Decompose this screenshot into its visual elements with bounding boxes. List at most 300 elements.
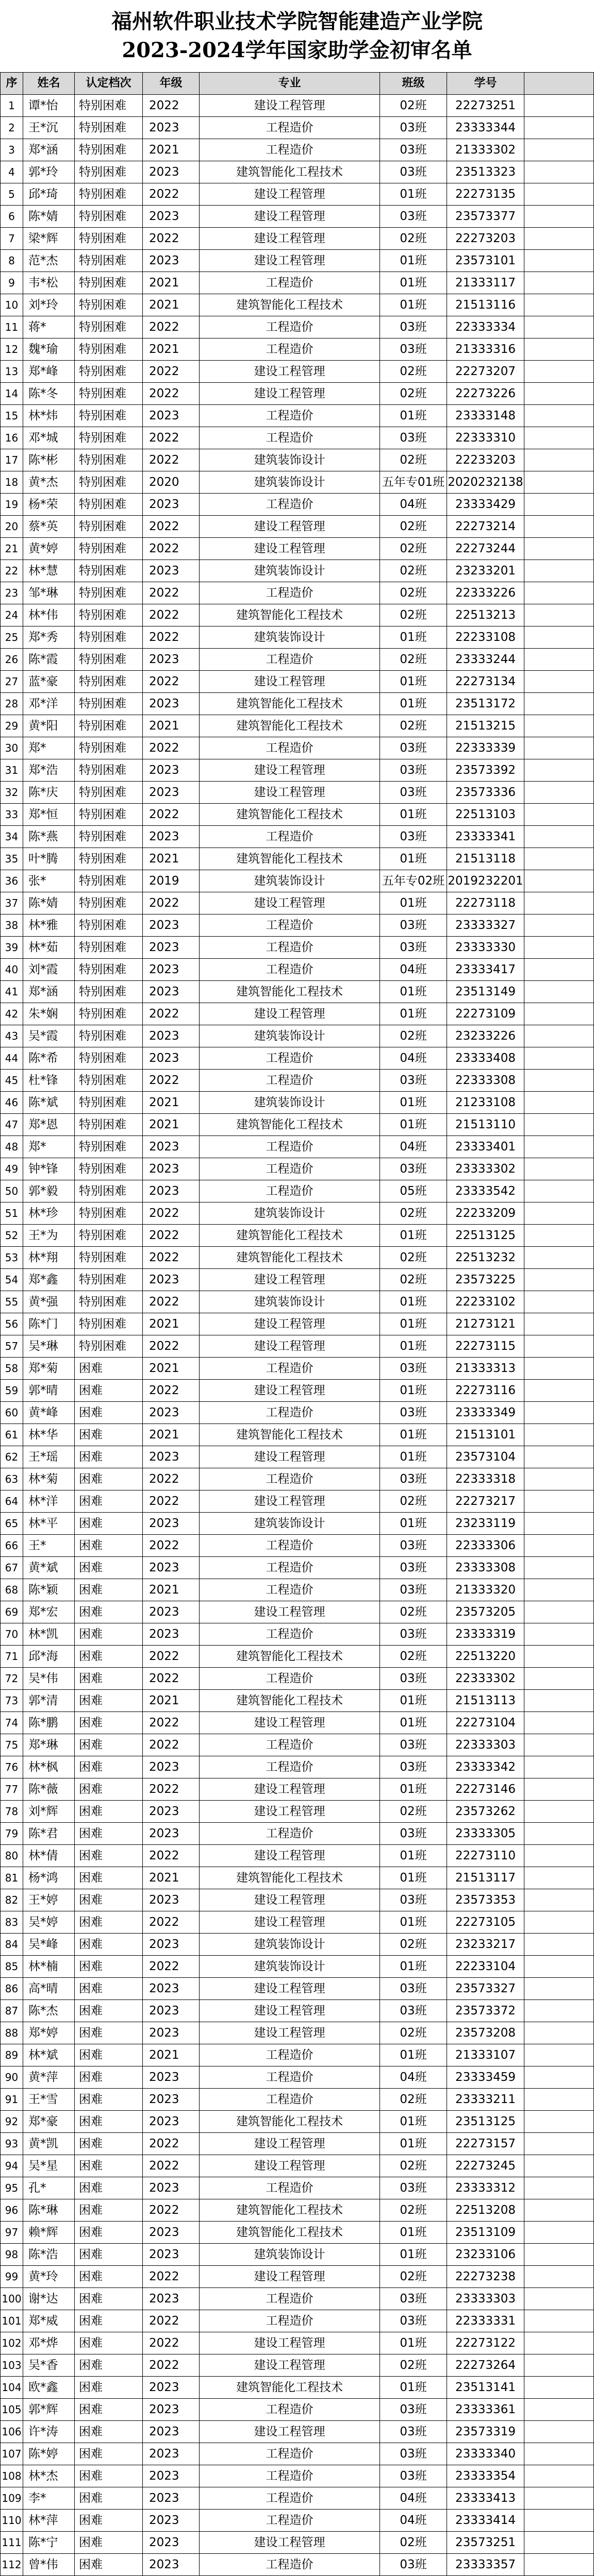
cell-student-id: 22273135: [447, 183, 524, 206]
cell-student-id: 23333417: [447, 959, 524, 981]
cell-major: 工程造价: [200, 272, 380, 294]
table-row: [1, 1158, 594, 1180]
cell-major: 建设工程管理: [200, 2421, 380, 2443]
cell-student-id: 21333320: [447, 1579, 524, 1601]
cell-major: 工程造价: [200, 1158, 380, 1180]
cell-grade: 2022: [143, 2199, 200, 2222]
cell-major: 建设工程管理: [200, 1978, 380, 2000]
cell-note: [524, 2266, 594, 2288]
cell-seq: 27: [1, 671, 23, 693]
cell-note: [524, 737, 594, 759]
cell-level: 特别困难: [75, 538, 143, 560]
cell-name: 杜*锋: [23, 1070, 75, 1092]
cell-grade: 2021: [143, 338, 200, 361]
cell-grade: 2023: [143, 2487, 200, 2510]
cell-name: 吴*伟: [23, 1668, 75, 1690]
cell-seq: 38: [1, 914, 23, 937]
table-row: [1, 1956, 594, 1978]
cell-name: 陈*颖: [23, 1579, 75, 1601]
cell-seq: 83: [1, 1911, 23, 1934]
table-row: [1, 1358, 594, 1380]
cell-level: 特别困难: [75, 228, 143, 250]
cell-class: 01班: [380, 1513, 447, 1535]
table-row: [1, 1845, 594, 1867]
table-row: [1, 2399, 594, 2421]
cell-major: 建设工程管理: [200, 671, 380, 693]
header-name: 姓名: [23, 73, 75, 95]
table-row: [1, 759, 594, 782]
table-row: [1, 1070, 594, 1092]
cell-note: [524, 1601, 594, 1623]
cell-major: 建设工程管理: [200, 538, 380, 560]
cell-level: 特别困难: [75, 981, 143, 1003]
cell-major: 建筑智能化工程技术: [200, 1225, 380, 1247]
cell-major: 工程造价: [200, 405, 380, 427]
cell-class: 01班: [380, 2222, 447, 2244]
cell-grade: 2022: [143, 2155, 200, 2177]
cell-seq: 7: [1, 228, 23, 250]
cell-seq: 88: [1, 2022, 23, 2044]
cell-name: 蒋*: [23, 316, 75, 338]
cell-note: [524, 1313, 594, 1335]
cell-name: 李*: [23, 2487, 75, 2510]
cell-note: [524, 1623, 594, 1646]
cell-grade: 2023: [143, 1934, 200, 1956]
cell-note: [524, 1114, 594, 1136]
cell-note: [524, 1047, 594, 1070]
cell-level: 特别困难: [75, 649, 143, 671]
cell-grade: 2022: [143, 2354, 200, 2377]
cell-class: 03班: [380, 1557, 447, 1579]
cell-level: 特别困难: [75, 117, 143, 139]
cell-grade: 2021: [143, 1867, 200, 1889]
cell-student-id: 23233106: [447, 2244, 524, 2266]
cell-class: 02班: [380, 1934, 447, 1956]
cell-name: 林*倩: [23, 1845, 75, 1867]
cell-class: 02班: [380, 538, 447, 560]
cell-name: 黄*强: [23, 1291, 75, 1313]
cell-note: [524, 95, 594, 117]
cell-grade: 2022: [143, 2266, 200, 2288]
cell-level: 特别困难: [75, 1269, 143, 1291]
cell-class: 04班: [380, 494, 447, 516]
cell-student-id: 22513103: [447, 804, 524, 826]
cell-student-id: 23333340: [447, 2443, 524, 2465]
cell-grade: 2023: [143, 250, 200, 272]
cell-grade: 2022: [143, 1956, 200, 1978]
cell-name: 林*珍: [23, 1202, 75, 1225]
cell-seq: 91: [1, 2089, 23, 2111]
table-row: [1, 2332, 594, 2354]
cell-major: 建设工程管理: [200, 1845, 380, 1867]
cell-note: [524, 892, 594, 914]
cell-note: [524, 693, 594, 715]
cell-name: 陈*薇: [23, 1778, 75, 1801]
cell-name: 陈*彬: [23, 449, 75, 471]
cell-seq: 18: [1, 471, 23, 494]
cell-seq: 67: [1, 1557, 23, 1579]
table-row: [1, 338, 594, 361]
cell-name: 杨*荣: [23, 494, 75, 516]
cell-seq: 59: [1, 1380, 23, 1402]
cell-seq: 22: [1, 560, 23, 582]
cell-class: 03班: [380, 2421, 447, 2443]
cell-grade: 2023: [143, 1557, 200, 1579]
cell-seq: 41: [1, 981, 23, 1003]
cell-seq: 66: [1, 1535, 23, 1557]
cell-level: 困难: [75, 1734, 143, 1756]
cell-major: 工程造价: [200, 649, 380, 671]
cell-student-id: 23513323: [447, 161, 524, 183]
cell-major: 建设工程管理: [200, 1801, 380, 1823]
table-row: [1, 1646, 594, 1668]
cell-major: 建设工程管理: [200, 228, 380, 250]
cell-note: [524, 427, 594, 449]
table-row: [1, 494, 594, 516]
cell-level: 困难: [75, 2022, 143, 2044]
cell-note: [524, 2222, 594, 2244]
cell-level: 特别困难: [75, 782, 143, 804]
cell-seq: 46: [1, 1092, 23, 1114]
cell-grade: 2023: [143, 117, 200, 139]
table-row: [1, 2421, 594, 2443]
cell-class: 02班: [380, 1646, 447, 1668]
cell-major: 工程造价: [200, 2044, 380, 2066]
cell-note: [524, 2133, 594, 2155]
cell-grade: 2023: [143, 2244, 200, 2266]
cell-class: 04班: [380, 2066, 447, 2089]
cell-major: 建筑装饰设计: [200, 471, 380, 494]
cell-seq: 6: [1, 206, 23, 228]
table-row: [1, 2443, 594, 2465]
cell-level: 困难: [75, 1978, 143, 2000]
cell-seq: 47: [1, 1114, 23, 1136]
cell-note: [524, 228, 594, 250]
table-row: [1, 2354, 594, 2377]
table-row: [1, 1535, 594, 1557]
cell-grade: 2021: [143, 1424, 200, 1446]
cell-name: 王*: [23, 1535, 75, 1557]
cell-seq: 72: [1, 1668, 23, 1690]
cell-seq: 110: [1, 2510, 23, 2532]
cell-student-id: 21513101: [447, 1424, 524, 1446]
table-row: [1, 2310, 594, 2332]
cell-level: 困难: [75, 2510, 143, 2532]
cell-level: 困难: [75, 1845, 143, 1867]
cell-seq: 25: [1, 626, 23, 649]
cell-name: 林*平: [23, 1513, 75, 1535]
cell-seq: 55: [1, 1291, 23, 1313]
cell-level: 困难: [75, 2111, 143, 2133]
cell-class: 03班: [380, 139, 447, 161]
cell-seq: 65: [1, 1513, 23, 1535]
cell-name: 谢*达: [23, 2288, 75, 2310]
cell-class: 01班: [380, 1313, 447, 1335]
cell-major: 工程造价: [200, 1358, 380, 1380]
cell-seq: 1: [1, 95, 23, 117]
cell-level: 困难: [75, 2465, 143, 2487]
cell-major: 建设工程管理: [200, 1911, 380, 1934]
cell-student-id: 22273134: [447, 671, 524, 693]
cell-class: 03班: [380, 1889, 447, 1911]
cell-student-id: 23573101: [447, 250, 524, 272]
cell-major: 工程造价: [200, 338, 380, 361]
cell-major: 建设工程管理: [200, 2000, 380, 2022]
cell-class: 02班: [380, 582, 447, 604]
cell-major: 建筑装饰设计: [200, 2244, 380, 2266]
cell-major: 工程造价: [200, 316, 380, 338]
cell-major: 工程造价: [200, 427, 380, 449]
cell-name: 郑*恩: [23, 1114, 75, 1136]
cell-grade: 2021: [143, 1313, 200, 1335]
cell-grade: 2022: [143, 95, 200, 117]
cell-level: 困难: [75, 2332, 143, 2354]
table-row: [1, 1601, 594, 1623]
cell-major: 工程造价: [200, 2288, 380, 2310]
cell-student-id: 23333429: [447, 494, 524, 516]
cell-class: 02班: [380, 2022, 447, 2044]
cell-level: 特别困难: [75, 272, 143, 294]
cell-student-id: 23513149: [447, 981, 524, 1003]
cell-level: 特别困难: [75, 759, 143, 782]
cell-student-id: 21333316: [447, 338, 524, 361]
cell-student-id: 22273203: [447, 228, 524, 250]
cell-major: 工程造价: [200, 2177, 380, 2199]
cell-major: 建筑装饰设计: [200, 1291, 380, 1313]
cell-major: 建筑装饰设计: [200, 870, 380, 892]
cell-student-id: 23333459: [447, 2066, 524, 2089]
cell-class: 03班: [380, 826, 447, 848]
cell-grade: 2022: [143, 383, 200, 405]
cell-major: 建筑装饰设计: [200, 626, 380, 649]
cell-seq: 81: [1, 1867, 23, 1889]
cell-major: 建设工程管理: [200, 1601, 380, 1623]
table-row: [1, 1778, 594, 1801]
cell-class: 01班: [380, 1690, 447, 1712]
cell-student-id: 22273157: [447, 2133, 524, 2155]
cell-class: 03班: [380, 1358, 447, 1380]
cell-name: 许*涛: [23, 2421, 75, 2443]
cell-grade: 2022: [143, 316, 200, 338]
cell-note: [524, 1690, 594, 1712]
cell-name: 朱*娴: [23, 1003, 75, 1025]
cell-name: 陈*杰: [23, 2000, 75, 2022]
cell-level: 特别困难: [75, 1158, 143, 1180]
cell-student-id: 23333401: [447, 1136, 524, 1158]
table-row: [1, 2089, 594, 2111]
cell-name: 吴*星: [23, 2155, 75, 2177]
cell-note: [524, 914, 594, 937]
cell-class: 02班: [380, 1202, 447, 1225]
header-class: 班级: [380, 73, 447, 95]
cell-student-id: 22273217: [447, 1490, 524, 1513]
cell-level: 特别困难: [75, 516, 143, 538]
cell-name: 郑*: [23, 1136, 75, 1158]
cell-class: 02班: [380, 649, 447, 671]
cell-note: [524, 1158, 594, 1180]
table-row: [1, 139, 594, 161]
cell-major: 建设工程管理: [200, 361, 380, 383]
cell-name: 范*杰: [23, 250, 75, 272]
cell-name: 郑*恒: [23, 804, 75, 826]
table-row: [1, 2044, 594, 2066]
cell-grade: 2023: [143, 1801, 200, 1823]
cell-student-id: 22333310: [447, 427, 524, 449]
cell-name: 林*萍: [23, 2510, 75, 2532]
cell-class: 02班: [380, 2266, 447, 2288]
cell-student-id: 22273264: [447, 2354, 524, 2377]
cell-seq: 87: [1, 2000, 23, 2022]
cell-student-id: 22333302: [447, 1668, 524, 1690]
cell-name: 郭*玲: [23, 161, 75, 183]
cell-seq: 52: [1, 1225, 23, 1247]
cell-grade: 2023: [143, 1978, 200, 2000]
cell-level: 困难: [75, 2266, 143, 2288]
cell-student-id: 21333117: [447, 272, 524, 294]
cell-major: 工程造价: [200, 1402, 380, 1424]
cell-name: 林*翔: [23, 1247, 75, 1269]
cell-grade: 2021: [143, 294, 200, 316]
table-row: [1, 383, 594, 405]
cell-level: 困难: [75, 2377, 143, 2399]
cell-student-id: 21513118: [447, 848, 524, 870]
cell-student-id: 22273214: [447, 516, 524, 538]
table-row: [1, 981, 594, 1003]
cell-level: 特别困难: [75, 1202, 143, 1225]
cell-level: 困难: [75, 1513, 143, 1535]
cell-class: 04班: [380, 2487, 447, 2510]
cell-level: 困难: [75, 1424, 143, 1446]
cell-class: 03班: [380, 1756, 447, 1778]
cell-note: [524, 361, 594, 383]
cell-level: 特别困难: [75, 959, 143, 981]
cell-name: 郭*晴: [23, 1380, 75, 1402]
cell-seq: 94: [1, 2155, 23, 2177]
cell-name: 杨*鸿: [23, 1867, 75, 1889]
cell-note: [524, 1247, 594, 1269]
cell-seq: 107: [1, 2443, 23, 2465]
cell-student-id: 22273245: [447, 2155, 524, 2177]
cell-seq: 34: [1, 826, 23, 848]
cell-major: 建筑装饰设计: [200, 1934, 380, 1956]
cell-note: [524, 2310, 594, 2332]
cell-major: 建筑智能化工程技术: [200, 2377, 380, 2399]
table-row: [1, 1734, 594, 1756]
cell-name: 林*伟: [23, 604, 75, 626]
cell-class: 02班: [380, 604, 447, 626]
cell-student-id: 23513172: [447, 693, 524, 715]
cell-class: 03班: [380, 338, 447, 361]
cell-seq: 50: [1, 1180, 23, 1202]
cell-note: [524, 1070, 594, 1092]
cell-major: 工程造价: [200, 2487, 380, 2510]
cell-seq: 17: [1, 449, 23, 471]
cell-name: 郭*清: [23, 1690, 75, 1712]
cell-level: 特别困难: [75, 294, 143, 316]
cell-name: 陈*婧: [23, 206, 75, 228]
cell-major: 建设工程管理: [200, 2133, 380, 2155]
cell-major: 建筑装饰设计: [200, 1513, 380, 1535]
cell-class: 02班: [380, 715, 447, 737]
cell-major: 建设工程管理: [200, 2266, 380, 2288]
cell-level: 困难: [75, 2443, 143, 2465]
cell-grade: 2023: [143, 2465, 200, 2487]
cell-class: 02班: [380, 361, 447, 383]
cell-note: [524, 1535, 594, 1557]
cell-student-id: 23573392: [447, 759, 524, 782]
cell-student-id: 22273110: [447, 1845, 524, 1867]
cell-name: 郑*鑫: [23, 1269, 75, 1291]
cell-major: 建筑装饰设计: [200, 449, 380, 471]
cell-note: [524, 1092, 594, 1114]
table-row: [1, 560, 594, 582]
cell-level: 特别困难: [75, 582, 143, 604]
header-level: 认定档次: [75, 73, 143, 95]
table-row: [1, 715, 594, 737]
cell-grade: 2022: [143, 183, 200, 206]
cell-class: 02班: [380, 1601, 447, 1623]
cell-name: 陈*希: [23, 1047, 75, 1070]
table-row: [1, 228, 594, 250]
cell-class: 03班: [380, 1402, 447, 1424]
cell-grade: 2022: [143, 1291, 200, 1313]
cell-major: 工程造价: [200, 1047, 380, 1070]
table-row: [1, 2244, 594, 2266]
cell-note: [524, 2532, 594, 2554]
cell-seq: 48: [1, 1136, 23, 1158]
cell-major: 工程造价: [200, 826, 380, 848]
cell-seq: 68: [1, 1579, 23, 1601]
cell-class: 02班: [380, 1025, 447, 1047]
cell-seq: 104: [1, 2377, 23, 2399]
cell-major: 建筑智能化工程技术: [200, 715, 380, 737]
table-row: [1, 2266, 594, 2288]
cell-level: 特别困难: [75, 892, 143, 914]
cell-class: 03班: [380, 206, 447, 228]
cell-student-id: 22513213: [447, 604, 524, 626]
cell-name: 吴*香: [23, 2354, 75, 2377]
cell-note: [524, 1579, 594, 1601]
cell-grade: 2021: [143, 1690, 200, 1712]
cell-name: 郑*琳: [23, 1734, 75, 1756]
cell-level: 困难: [75, 1668, 143, 1690]
cell-student-id: 23333342: [447, 1756, 524, 1778]
cell-grade: 2021: [143, 1358, 200, 1380]
cell-note: [524, 1867, 594, 1889]
cell-student-id: 22333339: [447, 737, 524, 759]
cell-level: 特别困难: [75, 405, 143, 427]
cell-class: 03班: [380, 2177, 447, 2199]
cell-note: [524, 2066, 594, 2089]
cell-student-id: 23333361: [447, 2399, 524, 2421]
header-major: 专业: [200, 73, 380, 95]
cell-level: 特别困难: [75, 471, 143, 494]
cell-class: 01班: [380, 272, 447, 294]
cell-grade: 2022: [143, 1845, 200, 1867]
cell-note: [524, 294, 594, 316]
cell-note: [524, 1934, 594, 1956]
cell-note: [524, 2377, 594, 2399]
cell-name: 林*雅: [23, 914, 75, 937]
cell-class: 03班: [380, 1579, 447, 1601]
cell-note: [524, 383, 594, 405]
cell-level: 困难: [75, 1801, 143, 1823]
cell-seq: 77: [1, 1778, 23, 1801]
cell-major: 工程造价: [200, 2399, 380, 2421]
header-student-id: 学号: [447, 73, 524, 95]
cell-level: 特别困难: [75, 427, 143, 449]
table-row: [1, 1490, 594, 1513]
